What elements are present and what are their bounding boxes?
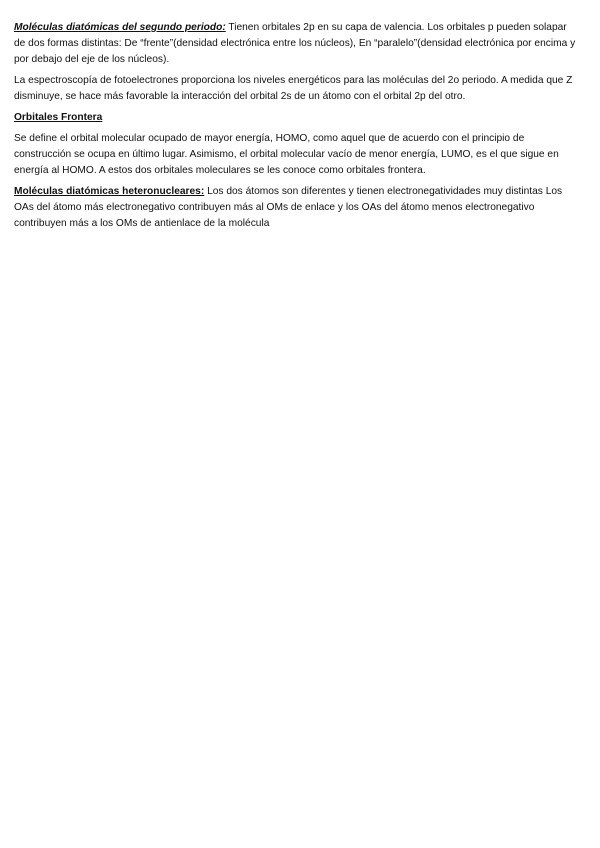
paragraph-orbitales-frontera — [14, 131, 578, 180]
text-diatomic-second-period: Tienen orbitales 2p en su capa de valencia. Los orbitales p pueden solapar de dos formas distintas: De “frente”(densidad electrónica entre los núcleos), En “paralelo”(densidad electrónica por encima y por debajo del eje de los núcleos). — [14, 22, 576, 66]
paragraph-photoelectron-spectroscopy — [14, 73, 578, 105]
heading-orbitales-frontera: Orbitales Frontera — [14, 112, 103, 124]
text-heteronuclear: Los dos átomos son diferentes y tienen electronegatividades muy distintas Los OAs del átomo más electronegativo contribuyen más al OMs de enlace y los OAs del átomo menos electronegativo contribuyen más a los OMs de antienlace de la molécula — [14, 185, 563, 230]
heading-heteronuclear: Moléculas diatómicas heteronucleares: — [14, 185, 205, 197]
heading-diatomic-second-period: Moléculas diatómicas del segundo periodo: — [14, 22, 226, 33]
paragraph-heteronuclear — [14, 184, 578, 233]
text-photoelectron-spectroscopy: La espectroscopía de fotoelectrones proporciona los niveles energéticos para las moléculas del 2o periodo. A medida que Z disminuye, se hace más favorable la interacción del orbital 2s de un átomo con el orbital 2p del otro. — [14, 75, 573, 103]
paragraph-diatomic-second-period — [14, 20, 578, 69]
text-orbitales-frontera: Se define el orbital molecular ocupado de mayor energía, HOMO, como aquel que de acuerdo con el principio de construcción se ocupa en último lugar. Asimismo, el orbital molecular vacío de menor energía, LUMO, es el que sigue en energía al HOMO. A estos dos orbitales moleculares se les conoce como orbitales frontera. — [14, 132, 559, 177]
